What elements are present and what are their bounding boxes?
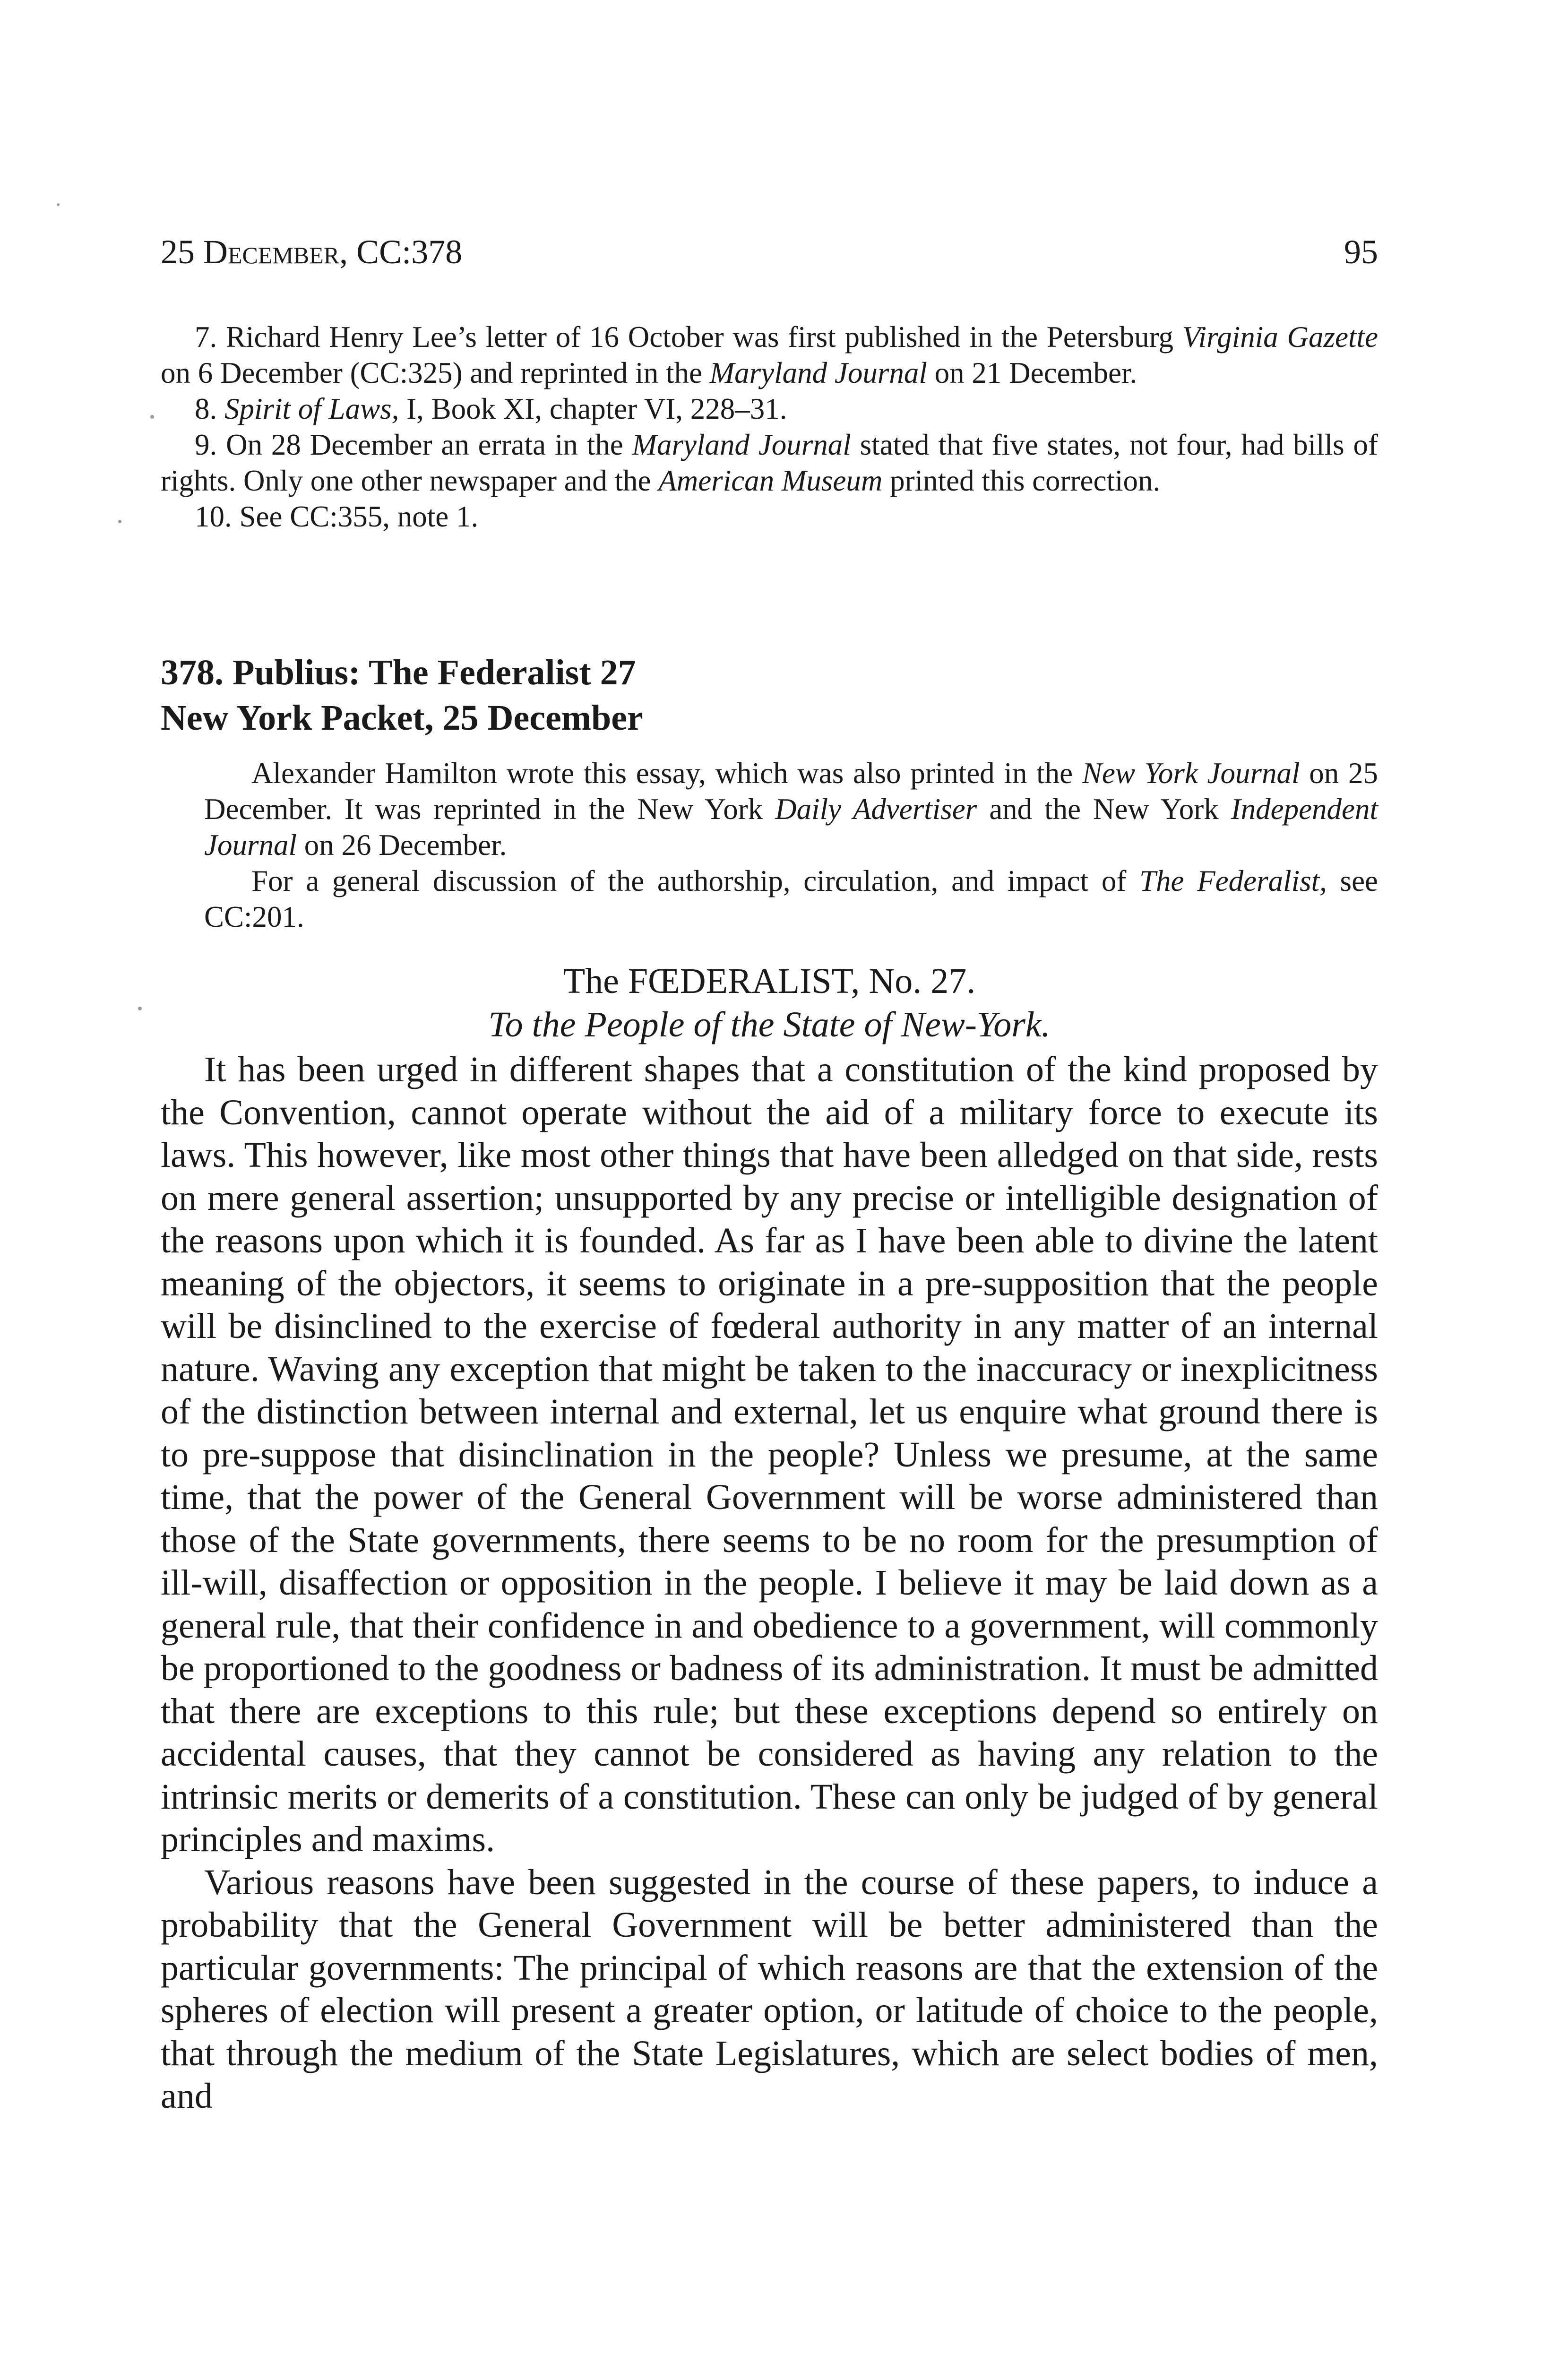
document-heading: [161, 650, 1378, 741]
note-text: stated that five states, not four, had bills of rights. Only one other newspaper and the: [161, 428, 1378, 497]
note-italic: Virginia Gazette: [1182, 320, 1378, 354]
essay-salutation: To the People of the State of New-York.: [488, 1005, 1051, 1044]
headnote-text: see CC:201.: [204, 864, 1378, 933]
headnote: [204, 755, 1378, 935]
note-text: on 21 December.: [927, 356, 1137, 389]
date-day: 25: [161, 233, 195, 271]
headnote-italic: New York Journal: [1082, 757, 1300, 790]
headnote-italic: Independent Journal: [204, 793, 1378, 862]
headnote-text: For a general discussion of the authorship, circulation, and impact of: [251, 864, 1139, 897]
note-text: I, Book XI, chapter VI, 228–31.: [399, 392, 787, 425]
headnote-italic: The Federalist,: [1139, 864, 1327, 897]
headnote-text: Alexander Hamilton wrote this essay, which was also printed in the: [251, 757, 1082, 790]
scan-speck: [118, 520, 121, 523]
headnote-paragraph: [204, 863, 1378, 935]
scan-speck: [138, 1007, 142, 1010]
running-head-date: [161, 231, 462, 273]
note-9: [161, 427, 1378, 499]
essay-paragraph: It has been urged in different shapes that a constitution of the kind proposed by the Convention, cannot operate without the aid of a military force to execute its laws. This however, like most other things that have been alledged on that side, rests on mere general assertion; unsupported by any precise or intelligible designation of the reasons upon which it is founded. As far as I have been able to divine the latent meaning of the objectors, it seems to originate in a pre-supposition that the people will be disinclined to the exercise of fœderal authority in any matter of an internal nature. Waving any exception that might be taken to the inaccuracy or inexplicitness of the distinction between internal and external, let us enquire what ground there is to pre-suppose that disinclination in the people? Unless we presume, at the same time, that the power of the General Government will be worse administered than those of the State governments, there seems to be no room for the presumption of ill-will, disaffection or opposition in the people. I believe it may be laid down as a general rule, that their confidence in and obedience to a government, will commonly be proportioned to the goodness or badness of its administration. It must be admitted that there are exceptions to this rule; but these exceptions depend so entirely on accidental causes, that they cannot be considered as having any relation to the intrinsic merits or demerits of a constitution. These can only be judged of by general principles and maxims.: [161, 1050, 1378, 1859]
note-text: on 6 December (CC:325) and reprinted in the: [161, 356, 710, 389]
note-text: 10. See CC:355, note 1.: [195, 500, 479, 533]
note-text: printed this correction.: [882, 464, 1161, 497]
essay-title: The FŒDERALIST, No. 27.: [563, 961, 976, 1001]
headnote-text: on 25 December. It was reprinted in the New York: [204, 757, 1378, 826]
scan-speck: [57, 203, 60, 206]
headnote-italic: Daily Advertiser: [775, 793, 977, 826]
note-italic: Maryland Journal: [632, 428, 851, 461]
headnote-text: on 26 December.: [296, 828, 507, 862]
note-text: 7. Richard Henry Lee’s letter of 16 October was first published in the Petersburg: [195, 320, 1182, 354]
document-title: 378. Publius: The Federalist 27: [161, 653, 636, 692]
note-8: [161, 391, 1378, 427]
note-text: 9. On 28 December an errata in the: [195, 428, 632, 461]
essay-title-block: [161, 959, 1378, 1046]
page-number: 95: [1344, 233, 1378, 271]
note-7: [161, 319, 1378, 391]
note-10: [161, 499, 1378, 535]
running-head: [161, 231, 1378, 273]
note-italic: American Museum: [658, 464, 883, 497]
note-italic: Maryland Journal: [709, 356, 927, 389]
essay-body: [161, 1048, 1378, 2118]
document-source: New York Packet, 25 December: [161, 698, 643, 738]
note-italic: Spirit of Laws,: [224, 392, 399, 425]
footnotes: [161, 319, 1378, 535]
scan-speck: [150, 415, 154, 419]
essay-paragraph: Various reasons have been suggested in the course of these papers, to induce a probability that the General Government will be better administered than the particular governments: The principal of which reasons are that the extension of the spheres of election will present a greater option, or latitude of choice to the people, that through the medium of the State Legislatures, which are select bodies of men, and: [161, 1862, 1378, 2116]
headnote-text: and the New York: [977, 793, 1231, 826]
date-month: December: [203, 233, 340, 271]
note-text: 8.: [195, 392, 224, 425]
headnote-paragraph: [204, 755, 1378, 863]
doc-ref: , CC:378: [339, 233, 463, 271]
